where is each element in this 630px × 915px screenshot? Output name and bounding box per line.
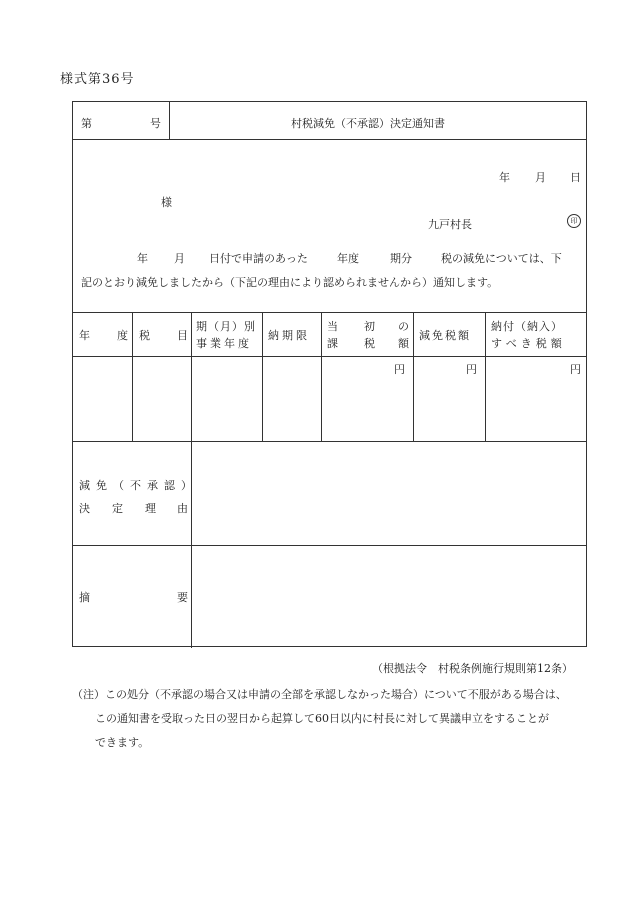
reason-label-2d: 由 (177, 502, 188, 515)
header-divider (169, 102, 170, 139)
remarks-label-2: 要 (177, 591, 188, 604)
th-tosho-1c: の (398, 320, 409, 333)
date-month: 月 (535, 171, 546, 184)
document-title: 村税減免（不承認）決定通知書 (291, 117, 445, 130)
col-divider-1 (132, 312, 133, 441)
note-line-3: できます。 (95, 736, 150, 749)
remarks-label-1: 摘 (79, 591, 90, 604)
th-tosho-1a: 当 (327, 320, 338, 333)
th-kibetsu-1: 期（月）別 (196, 320, 256, 333)
form-number: 様式第36号 (60, 72, 135, 87)
note-line-1: （注）この処分（不承認の場合又は申請の全部を承認しなかった場合）について不服がある場合は、 (72, 688, 567, 701)
th-nofu-2: すべき税額 (491, 337, 566, 350)
th-tosho-2a: 課 (327, 337, 338, 350)
reason-label-2c: 理 (145, 502, 156, 515)
divider-header (73, 139, 586, 140)
reason-label-1: 減免（不承認） (79, 479, 198, 492)
issuer-name: 九戸村長 (428, 218, 472, 231)
reason-label-2a: 決 (79, 502, 90, 515)
th-nofu-1: 納付（納入） (491, 320, 563, 333)
col-divider-5 (413, 312, 414, 441)
divider-table-row (73, 441, 586, 442)
number-suffix: 号 (150, 117, 161, 130)
body-line1-end: 税の減免については、下 (441, 252, 562, 265)
addressee-suffix: 様 (161, 196, 172, 209)
body-year: 年 (137, 252, 148, 265)
body-fiscal-year: 年度 (337, 252, 359, 265)
note-line-2: この通知書を受取った日の翌日から起算して60日以内に村長に対して異議申立をすることが (95, 712, 549, 725)
number-prefix: 第 (81, 117, 92, 130)
notice-form (72, 101, 587, 647)
body-month: 月 (174, 252, 185, 265)
th-nouki: 納期限 (268, 329, 310, 342)
th-kibetsu-2: 事業年度 (196, 337, 252, 350)
reason-label-2b: 定 (112, 502, 123, 515)
yen-unit-nofu: 円 (570, 363, 581, 376)
yen-unit-genmen: 円 (466, 363, 477, 376)
divider-reason (73, 545, 586, 546)
th-tosho-1b: 初 (364, 320, 375, 333)
divider-body (73, 312, 586, 313)
body-line2: 記のとおり減免しましたから（下記の理由により認められませんから）通知します。 (81, 276, 499, 289)
th-genmen: 減免税額 (419, 329, 471, 342)
date-year: 年 (499, 171, 510, 184)
th-nendo-1: 年 (79, 329, 90, 342)
body-date-phrase: 日付で申請のあった (209, 252, 308, 265)
th-zeimoku-2: 目 (177, 329, 188, 342)
body-period: 期分 (390, 252, 412, 265)
yen-unit-tosho: 円 (394, 363, 405, 376)
th-tosho-2b: 税 (364, 337, 375, 350)
legal-basis: （根拠法令 村税条例施行規則第12条） (372, 662, 573, 675)
th-zeimoku-1: 税 (139, 329, 150, 342)
th-nendo-2: 度 (117, 329, 128, 342)
col-divider-6 (485, 312, 486, 441)
date-day: 日 (570, 171, 581, 184)
seal-icon: 印 (567, 214, 581, 228)
divider-table-header (73, 356, 586, 357)
col-divider-4 (321, 312, 322, 441)
th-tosho-2c: 額 (398, 337, 409, 350)
col-divider-3 (262, 312, 263, 441)
